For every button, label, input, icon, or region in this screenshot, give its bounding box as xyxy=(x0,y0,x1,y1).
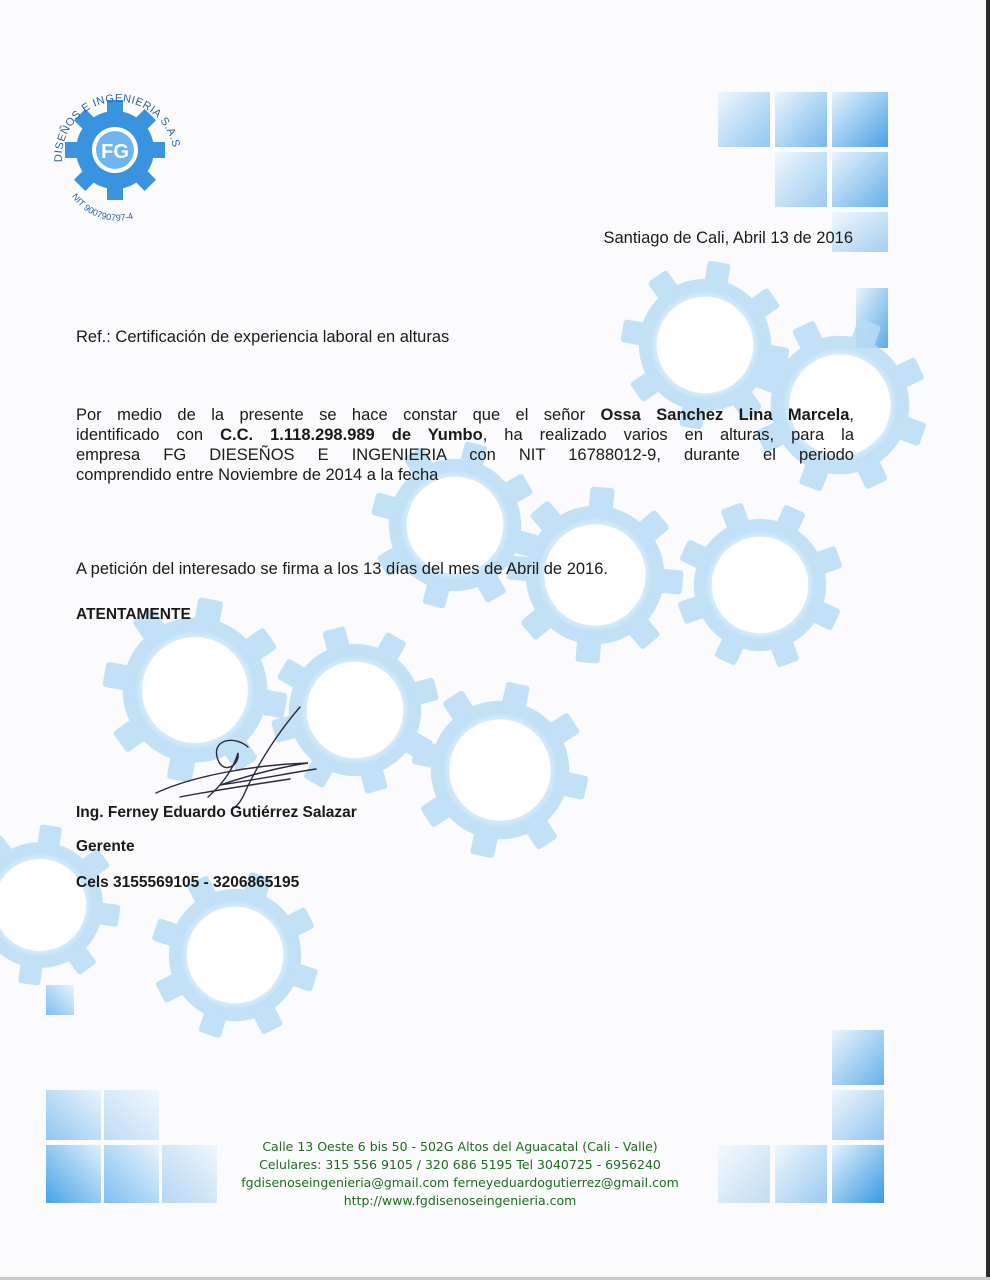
letter-body xyxy=(76,405,854,485)
logo-nit-text: NIT 900790797-4 xyxy=(70,191,135,223)
footer-phones: Celulares: 315 556 9105 / 320 686 5195 Tel 3040725 - 6956240 xyxy=(259,1157,661,1172)
handwritten-signature xyxy=(150,705,320,815)
signer-name: Ing. Ferney Eduardo Gutiérrez Salazar xyxy=(76,804,357,821)
body-line-2: identificado con C.C. 1.118.298.989 de Yumbo, ha realizado varios en alturas, para la xyxy=(76,426,855,444)
logo-monogram: FG xyxy=(101,141,129,163)
signer-role: Gerente xyxy=(76,838,135,855)
letter-petition: A petición del interesado se firma a los 13 días del mes de Abril de 2016. xyxy=(76,560,608,578)
signer-phones: Cels 3155569105 - 3206865195 xyxy=(76,874,300,891)
letter-date: Santiago de Cali, Abril 13 de 2016 xyxy=(603,229,853,247)
company-logo xyxy=(40,70,190,230)
gear-decorations xyxy=(0,248,953,1061)
body-line-1: Por medio de la presente se hace constar que el señor Ossa Sanchez Lina Marcela, xyxy=(76,406,854,424)
employee-id: C.C. 1.118.298.989 de Yumbo xyxy=(220,426,483,444)
footer-emails: fgdisenoseingenieria@gmail.com ferneyeduardogutierrez@gmail.com xyxy=(241,1175,679,1190)
body-line-4: comprendido entre Noviembre de 2014 a la fecha xyxy=(76,466,439,484)
footer-address: Calle 13 Oeste 6 bis 50 - 502G Altos del Aguacatal (Cali - Valle) xyxy=(262,1139,658,1154)
body-line-3: empresa FG DIESEÑOS E INGENIERIA con NIT 16788012-9, durante el periodo xyxy=(76,446,854,464)
logo-arc-text: DISEÑOS E INGENIERIA S.A.S xyxy=(52,92,182,163)
scan-edge-right xyxy=(986,0,990,1280)
letter-closing: ATENTAMENTE xyxy=(76,606,191,623)
svg-text:NIT 900790797-4 xyxy=(70,191,134,222)
employee-name: Ossa Sanchez Lina Marcela xyxy=(600,406,850,424)
letter-reference: Ref.: Certificación de experiencia laboral en alturas xyxy=(76,328,450,346)
footer-website: http://www.fgdisenoseingenieria.com xyxy=(343,1193,577,1208)
letterhead-footer xyxy=(160,1138,760,1210)
